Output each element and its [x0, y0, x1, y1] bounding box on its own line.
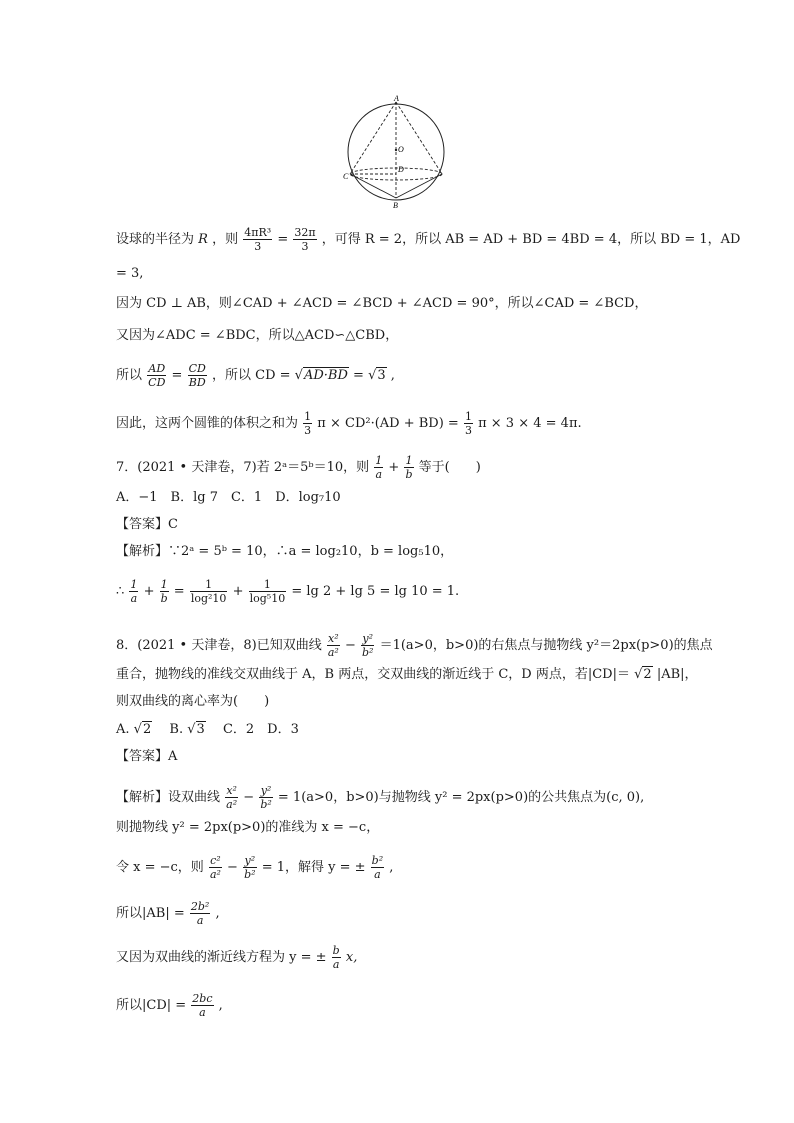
numerator: AD: [148, 362, 166, 375]
text: 8．(2021 • 天津卷，8)已知双曲线: [116, 638, 322, 653]
center-point: [395, 149, 397, 151]
numerator: 4πR³: [244, 226, 272, 239]
text: C．2 D．3: [209, 722, 299, 737]
text: +: [388, 460, 400, 475]
text: ,: [215, 906, 220, 921]
text: x,: [345, 950, 358, 965]
fraction: [327, 632, 340, 659]
fraction: [147, 362, 166, 389]
text: |AB|，: [656, 667, 698, 682]
sqrt: √3: [368, 368, 386, 383]
fraction: [225, 784, 238, 811]
numerator: 1: [160, 578, 168, 591]
radicand: 3: [196, 722, 205, 737]
text-line-6: [116, 410, 582, 437]
fraction: [464, 410, 473, 437]
text: π × 3 × 4 = 4π.: [478, 416, 582, 431]
question-7-options: A．−1 B．lg 7 C．1 D．log₇10: [116, 490, 341, 505]
fraction: [303, 410, 312, 437]
text: = 1(a>0，b>0)与抛物线 y² = 2px(p>0)的公共焦点为(c, 0),: [277, 790, 645, 805]
question-8-answer: 【答案】A: [116, 749, 178, 764]
cone-edge-ac: [350, 102, 396, 174]
denominator: b²: [260, 798, 272, 811]
numerator: 32π: [294, 226, 316, 239]
text-line-3: 因为 CD ⊥ AB，则∠CAD + ∠ACD = ∠BCD + ∠ACD = 90°，所以∠CAD = ∠BCD，: [116, 296, 648, 311]
label-b: B: [393, 201, 398, 210]
text: =: [171, 368, 183, 383]
denominator: b: [160, 592, 168, 605]
fraction: [243, 226, 272, 253]
text: ,: [218, 998, 223, 1013]
sqrt: √2: [634, 667, 652, 682]
question-8-solution-1: [116, 784, 644, 811]
text: = lg 2 + lg 5 = lg 10 = 1.: [291, 584, 460, 599]
denominator: a: [130, 592, 138, 605]
sqrt: √2: [133, 722, 152, 737]
text: ，所以 CD =: [211, 368, 291, 383]
label-d: D: [398, 165, 404, 174]
fraction: [332, 944, 341, 971]
numerator: 1: [464, 410, 472, 423]
text: = 1，解得 y = ±: [261, 860, 366, 875]
text-line-4: 又因为∠ADC = ∠BDC，所以△ACD∽△CBD，: [116, 328, 399, 343]
text: 等于( ): [418, 460, 481, 475]
denominator: a: [332, 958, 340, 971]
fraction: [361, 632, 374, 659]
denominator: a²: [327, 646, 339, 659]
text-line-1: [116, 226, 740, 253]
text: 重合，抛物线的准线交双曲线于 A，B 两点，交双曲线的渐近线于 C，D 两点，若|CD|＝: [116, 667, 630, 682]
text: ，可得 R = 2，所以 AB = AD + BD = 4BD = 4，所以 BD = 1，AD: [321, 232, 741, 247]
denominator: CD: [148, 376, 166, 389]
text: 因此，这两个圆锥的体积之和为: [116, 416, 299, 431]
fraction: [371, 854, 384, 881]
question-8-solution-6: [116, 992, 223, 1019]
radicand: AD·BD: [303, 368, 348, 383]
numerator: x²: [328, 632, 339, 645]
denominator: a²: [226, 798, 238, 811]
question-8-solution-2: 则抛物线 y² = 2px(p>0)的准线为 x = −c，: [116, 820, 380, 835]
fraction: [249, 578, 287, 605]
fraction: [191, 992, 213, 1019]
denominator: b²: [244, 868, 256, 881]
radicand: 3: [377, 368, 386, 383]
text: =: [277, 232, 289, 247]
question-7-answer: 【答案】C: [116, 517, 178, 532]
numerator: 1: [304, 410, 312, 423]
question-8-solution-5: [116, 944, 357, 971]
fraction: [209, 854, 222, 881]
text: +: [143, 584, 155, 599]
question-8-solution-3: [116, 854, 393, 881]
fraction: [243, 854, 256, 881]
radicand: 2: [142, 722, 152, 737]
denominator: a: [374, 868, 381, 881]
numerator: x²: [226, 784, 237, 797]
label-c: C: [343, 172, 349, 181]
text: B.: [156, 722, 184, 737]
question-8-line-2: [116, 665, 698, 685]
question-7: [116, 454, 481, 481]
text: 【解析】设双曲线: [116, 790, 221, 805]
text: ,: [390, 368, 395, 383]
numerator: 1: [375, 454, 383, 467]
denominator: BD: [188, 376, 206, 389]
fraction: [404, 454, 413, 481]
numerator: 1: [130, 578, 138, 591]
text: +: [232, 584, 244, 599]
text: −: [243, 790, 255, 805]
fraction: [190, 900, 210, 927]
text: ,: [389, 860, 394, 875]
numerator: CD: [188, 362, 206, 375]
denominator: a²: [209, 868, 221, 881]
numerator: 1: [249, 578, 287, 592]
denominator: log⁵10: [249, 592, 286, 605]
text: −: [227, 860, 238, 875]
text: 所以|AB| =: [116, 906, 185, 921]
denominator: b: [405, 468, 413, 481]
fraction: [293, 226, 316, 253]
sqrt: √3: [187, 722, 205, 737]
numerator: y²: [260, 784, 272, 797]
text: 令 x = −c，则: [116, 860, 204, 875]
text-line-2: = 3,: [116, 266, 144, 281]
denominator: log²10: [190, 592, 227, 605]
text: 所以: [116, 368, 143, 383]
text: 所以|CD| =: [116, 998, 187, 1013]
denominator: a: [375, 468, 383, 481]
question-7-solution-1: 【解析】∵2ᵃ = 5ᵇ = 10，∴a = log₂10，b = log₅10，: [116, 544, 454, 559]
fraction: [259, 784, 272, 811]
cone-edge-a-right: [396, 102, 442, 174]
question-8-solution-4: [116, 900, 220, 927]
sphere-cone-figure: [340, 92, 460, 218]
text: ＝1(a>0，b>0)的右焦点与抛物线 y²＝2px(p>0)的焦点: [379, 638, 713, 653]
text-line-5: [116, 362, 395, 389]
fraction: [160, 578, 169, 605]
question-8: [116, 632, 713, 659]
numerator: 2b²: [190, 900, 210, 913]
numerator: y²: [362, 632, 374, 645]
denominator: 3: [254, 240, 262, 253]
text: 设球的半径为: [116, 232, 195, 247]
label-a: A: [394, 94, 399, 103]
numerator: 1: [405, 454, 413, 467]
denominator: 3: [301, 240, 309, 253]
denominator: 3: [304, 424, 312, 437]
question-7-solution-2: [116, 578, 459, 605]
numerator: b: [332, 944, 340, 957]
denominator: a: [196, 914, 204, 927]
text: π × CD²·(AD + BD) =: [317, 416, 459, 431]
sqrt: √AD·BD: [294, 368, 348, 383]
fraction: [190, 578, 228, 605]
text: ∴: [116, 584, 125, 599]
radicand: 2: [643, 667, 652, 682]
question-8-options: [116, 720, 299, 740]
numerator: c²: [210, 854, 221, 867]
fraction: [374, 454, 383, 481]
label-o: O: [398, 145, 404, 154]
text: −: [344, 638, 356, 653]
denominator: a: [199, 1006, 206, 1019]
question-8-line-3: 则双曲线的离心率为( ): [116, 694, 270, 709]
text: =: [173, 584, 185, 599]
fraction: [129, 578, 138, 605]
numerator: 2bc: [192, 992, 213, 1005]
text: =: [353, 368, 364, 383]
numerator: b²: [371, 854, 384, 867]
denominator: b²: [362, 646, 374, 659]
text: A.: [116, 722, 130, 737]
text: ，则: [212, 232, 239, 247]
denominator: 3: [464, 424, 472, 437]
numerator: 1: [190, 578, 228, 592]
var-r: R: [198, 232, 208, 247]
fraction: [188, 362, 207, 389]
text: 又因为双曲线的渐近线方程为 y = ±: [116, 950, 327, 965]
numerator: y²: [244, 854, 256, 867]
text: 7．(2021 • 天津卷，7)若 2ᵃ＝5ᵇ＝10，则: [116, 460, 370, 475]
